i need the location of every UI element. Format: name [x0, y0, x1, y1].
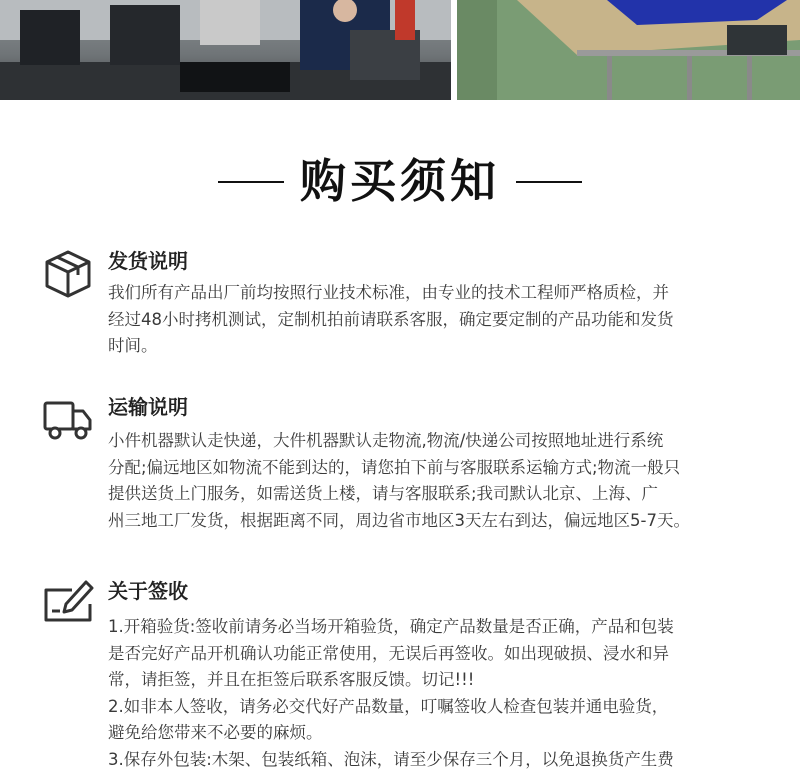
shipping-heading: 发货说明 — [108, 249, 188, 273]
workshop-photo — [457, 0, 800, 100]
body-line: 分配;偏远地区如物流不能到达的，请您拍下前与客服联系运输方式;物流一般只 — [108, 457, 681, 477]
body-line: 3.保存外包装:木架、包装纸箱、泡沫，请至少保存三个月，以免退换货产生费 — [108, 749, 674, 769]
section-title — [0, 150, 800, 212]
office-photo — [0, 0, 451, 100]
body-line: 避免给您带来不必要的麻烦。 — [108, 723, 323, 743]
page-title: 购买须知 — [300, 154, 500, 208]
sign-pen-icon — [42, 578, 94, 630]
body-line: 州三地工厂发货，根据距离不同，周边省市地区3天左右到达，偏远地区5-7天。 — [108, 510, 690, 530]
header-photos — [0, 0, 800, 100]
package-box-icon — [42, 248, 94, 300]
body-line: 时间。 — [108, 336, 158, 356]
body-line: 经过48小时拷机测试，定制机拍前请联系客服，确定要定制的产品功能和发货 — [108, 309, 674, 329]
body-line: 提供送货上门服务，如需送货上楼，请与客服联系;我司默认北京、上海、广 — [108, 484, 659, 504]
body-line: 2.如非本人签收，请务必交代好产品数量，叮嘱签收人检查包装并通电验货， — [108, 696, 669, 716]
office-photo-drawing — [0, 0, 451, 100]
body-line: 常，请拒签，并且在拒签后联系客服反馈。切记!!! — [108, 670, 475, 690]
delivery-truck-icon — [42, 394, 94, 446]
workshop-photo-drawing — [457, 0, 800, 100]
title-divider-right — [516, 181, 582, 183]
body-line: 我们所有产品出厂前均按照行业技术标准，由专业的技术工程师严格质检，并 — [108, 283, 669, 302]
shipping-body — [108, 280, 768, 360]
body-line: 是否完好产品开机确认功能正常使用，无误后再签收。如出现破损、浸水和异 — [108, 643, 669, 663]
title-divider-left — [218, 181, 284, 183]
transport-body — [108, 428, 768, 534]
receipt-body — [108, 614, 768, 774]
transport-heading: 运输说明 — [108, 395, 188, 419]
receipt-heading: 关于签收 — [108, 579, 188, 603]
body-line: 1.开箱验货:签收前请务必当场开箱验货，确定产品数量是否正确，产品和包装 — [108, 617, 674, 636]
body-line: 小件机器默认走快递，大件机器默认走物流,物流/快递公司按照地址进行系统 — [108, 431, 664, 450]
